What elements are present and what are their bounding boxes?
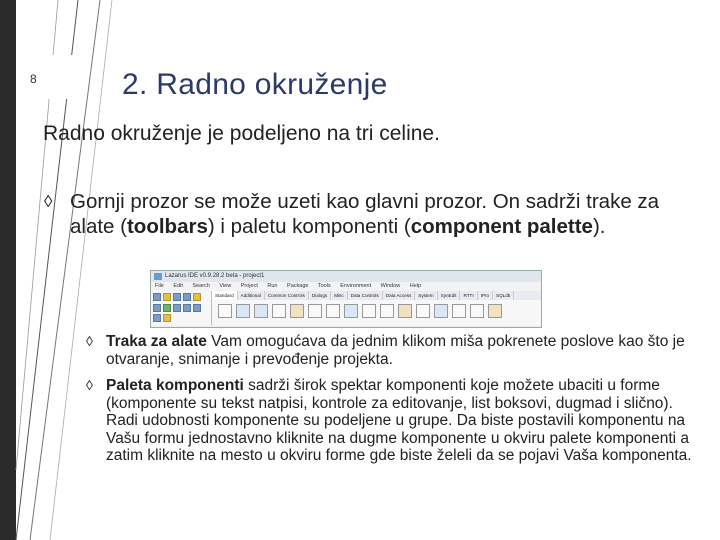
ide-menu-bar (151, 282, 541, 291)
sub-bullet-body: Vam omogućava da jednim klikom miša pokrenete poslove kao što je otvaranje, snimanje i prevođenje projekta. (106, 333, 685, 368)
palette-tab: SQLdb (493, 291, 514, 300)
menu-item: Environment (340, 283, 372, 289)
slide-title: 2. Radno okruženje (122, 68, 388, 101)
menu-item: File (155, 283, 164, 289)
intro-strong-2: tri celine (355, 122, 435, 145)
menu-item: Tools (317, 283, 331, 289)
palette-tab: IPro (478, 291, 493, 300)
group-box-icon (452, 304, 466, 318)
palette-tab: Misc (331, 291, 347, 300)
palette-tab: Common Controls (265, 291, 309, 300)
menu-item: Search (192, 283, 210, 289)
pause-icon (173, 304, 181, 312)
toggle-form-icon (163, 314, 171, 322)
sub-bullet-text (106, 333, 692, 368)
intro-part-1: okruženje je podeljeno na (104, 122, 356, 145)
edit-icon (308, 304, 322, 318)
menu-item: Project (240, 283, 258, 289)
panel-icon (488, 304, 502, 318)
palette-tab: SynEdit (438, 291, 461, 300)
bullet-diamond-icon: ◊ (44, 192, 53, 211)
step-into-icon (193, 304, 201, 312)
bullet-diamond-icon: ◊ (86, 377, 93, 393)
close-icon (193, 293, 201, 301)
intro-strong-1: Radno (43, 122, 105, 145)
palette-component-icons (212, 300, 541, 322)
palette-tabs (212, 291, 541, 300)
ide-toolbar-area (151, 291, 541, 325)
main-bullet-strong-1: toolbars (126, 214, 208, 238)
palette-tab: Additional (238, 291, 265, 300)
ide-title-bar (151, 271, 541, 282)
menu-item: Run (267, 283, 278, 289)
memo-icon (326, 304, 340, 318)
scroll-bar-icon (434, 304, 448, 318)
palette-tab: Standard (212, 291, 238, 300)
main-bullet-part-1: Gornji prozor se može uzeti kao glavni prozor. On sadrži trake za alate ( (70, 190, 660, 238)
radio-button-icon (380, 304, 394, 318)
save-icon (173, 293, 181, 301)
label-icon (290, 304, 304, 318)
toolbar-icons (151, 291, 211, 325)
stop-icon (183, 304, 191, 312)
popup-menu-icon (254, 304, 268, 318)
main-menu-icon (236, 304, 250, 318)
palette-tab: Data Controls (348, 291, 383, 300)
run-icon (163, 304, 171, 312)
save-all-icon (183, 293, 191, 301)
step-over-icon (153, 314, 161, 322)
main-bullet (44, 190, 694, 239)
ide-screenshot (150, 270, 542, 328)
new-file-icon (153, 293, 161, 301)
main-bullet-text (70, 190, 694, 239)
intro-part-2: . (434, 122, 440, 145)
bullet-diamond-icon: ◊ (86, 333, 93, 349)
palette-tab: Dialogs (309, 291, 331, 300)
component-palette (211, 291, 541, 325)
button-icon (272, 304, 286, 318)
menu-item: Package (287, 283, 309, 289)
ide-title-text: Lazarus IDE v0.9.28.2 beta - project1 (165, 273, 265, 279)
slide-number: 8 (30, 72, 37, 86)
intro-text (43, 122, 440, 146)
new-form-icon (153, 304, 161, 312)
palette-tab: System (415, 291, 437, 300)
main-bullet-strong-2: component palette (410, 214, 593, 238)
combo-box-icon (416, 304, 430, 318)
toggle-box-icon (344, 304, 358, 318)
main-bullet-part-2: ) i paletu komponenti ( (207, 214, 411, 238)
sub-bullet-strong: Traka za alate (106, 333, 207, 350)
sub-bullet-strong: Paleta komponenti (106, 377, 244, 394)
open-folder-icon (163, 293, 171, 301)
sub-bullet-text (106, 377, 692, 465)
checkbox-icon (362, 304, 376, 318)
app-icon (154, 273, 162, 280)
menu-item: Help (409, 283, 422, 289)
menu-item: Window (380, 283, 401, 289)
slide-number-box (16, 55, 78, 99)
main-bullet-part-3: ). (592, 214, 606, 238)
palette-tab: RTTI (460, 291, 477, 300)
radio-group-icon (470, 304, 484, 318)
menu-item: Edit (173, 283, 183, 289)
palette-tab: Data Access (383, 291, 416, 300)
list-box-icon (398, 304, 412, 318)
pointer-icon (218, 304, 232, 318)
sub-bullet-toolbar (86, 333, 692, 368)
menu-item: View (219, 283, 232, 289)
sub-bullet-palette (86, 377, 692, 465)
sub-bullet-body: sadrži širok spektar komponenti koje možete ubaciti u forme (komponente su tekst natpisi, kontrole za editovanje, list boksovi, dugmad i slično). Radi udobnosti komponente su podeljene u grupe. Da biste postavili komponentu na Vašu formu jednostavno kliknite na dugme komponente u okviru palete komponenti a zatim kliknite na mesto u okviru forme gde biste želeli da se pojavi Vaša komponenta. (106, 377, 692, 464)
